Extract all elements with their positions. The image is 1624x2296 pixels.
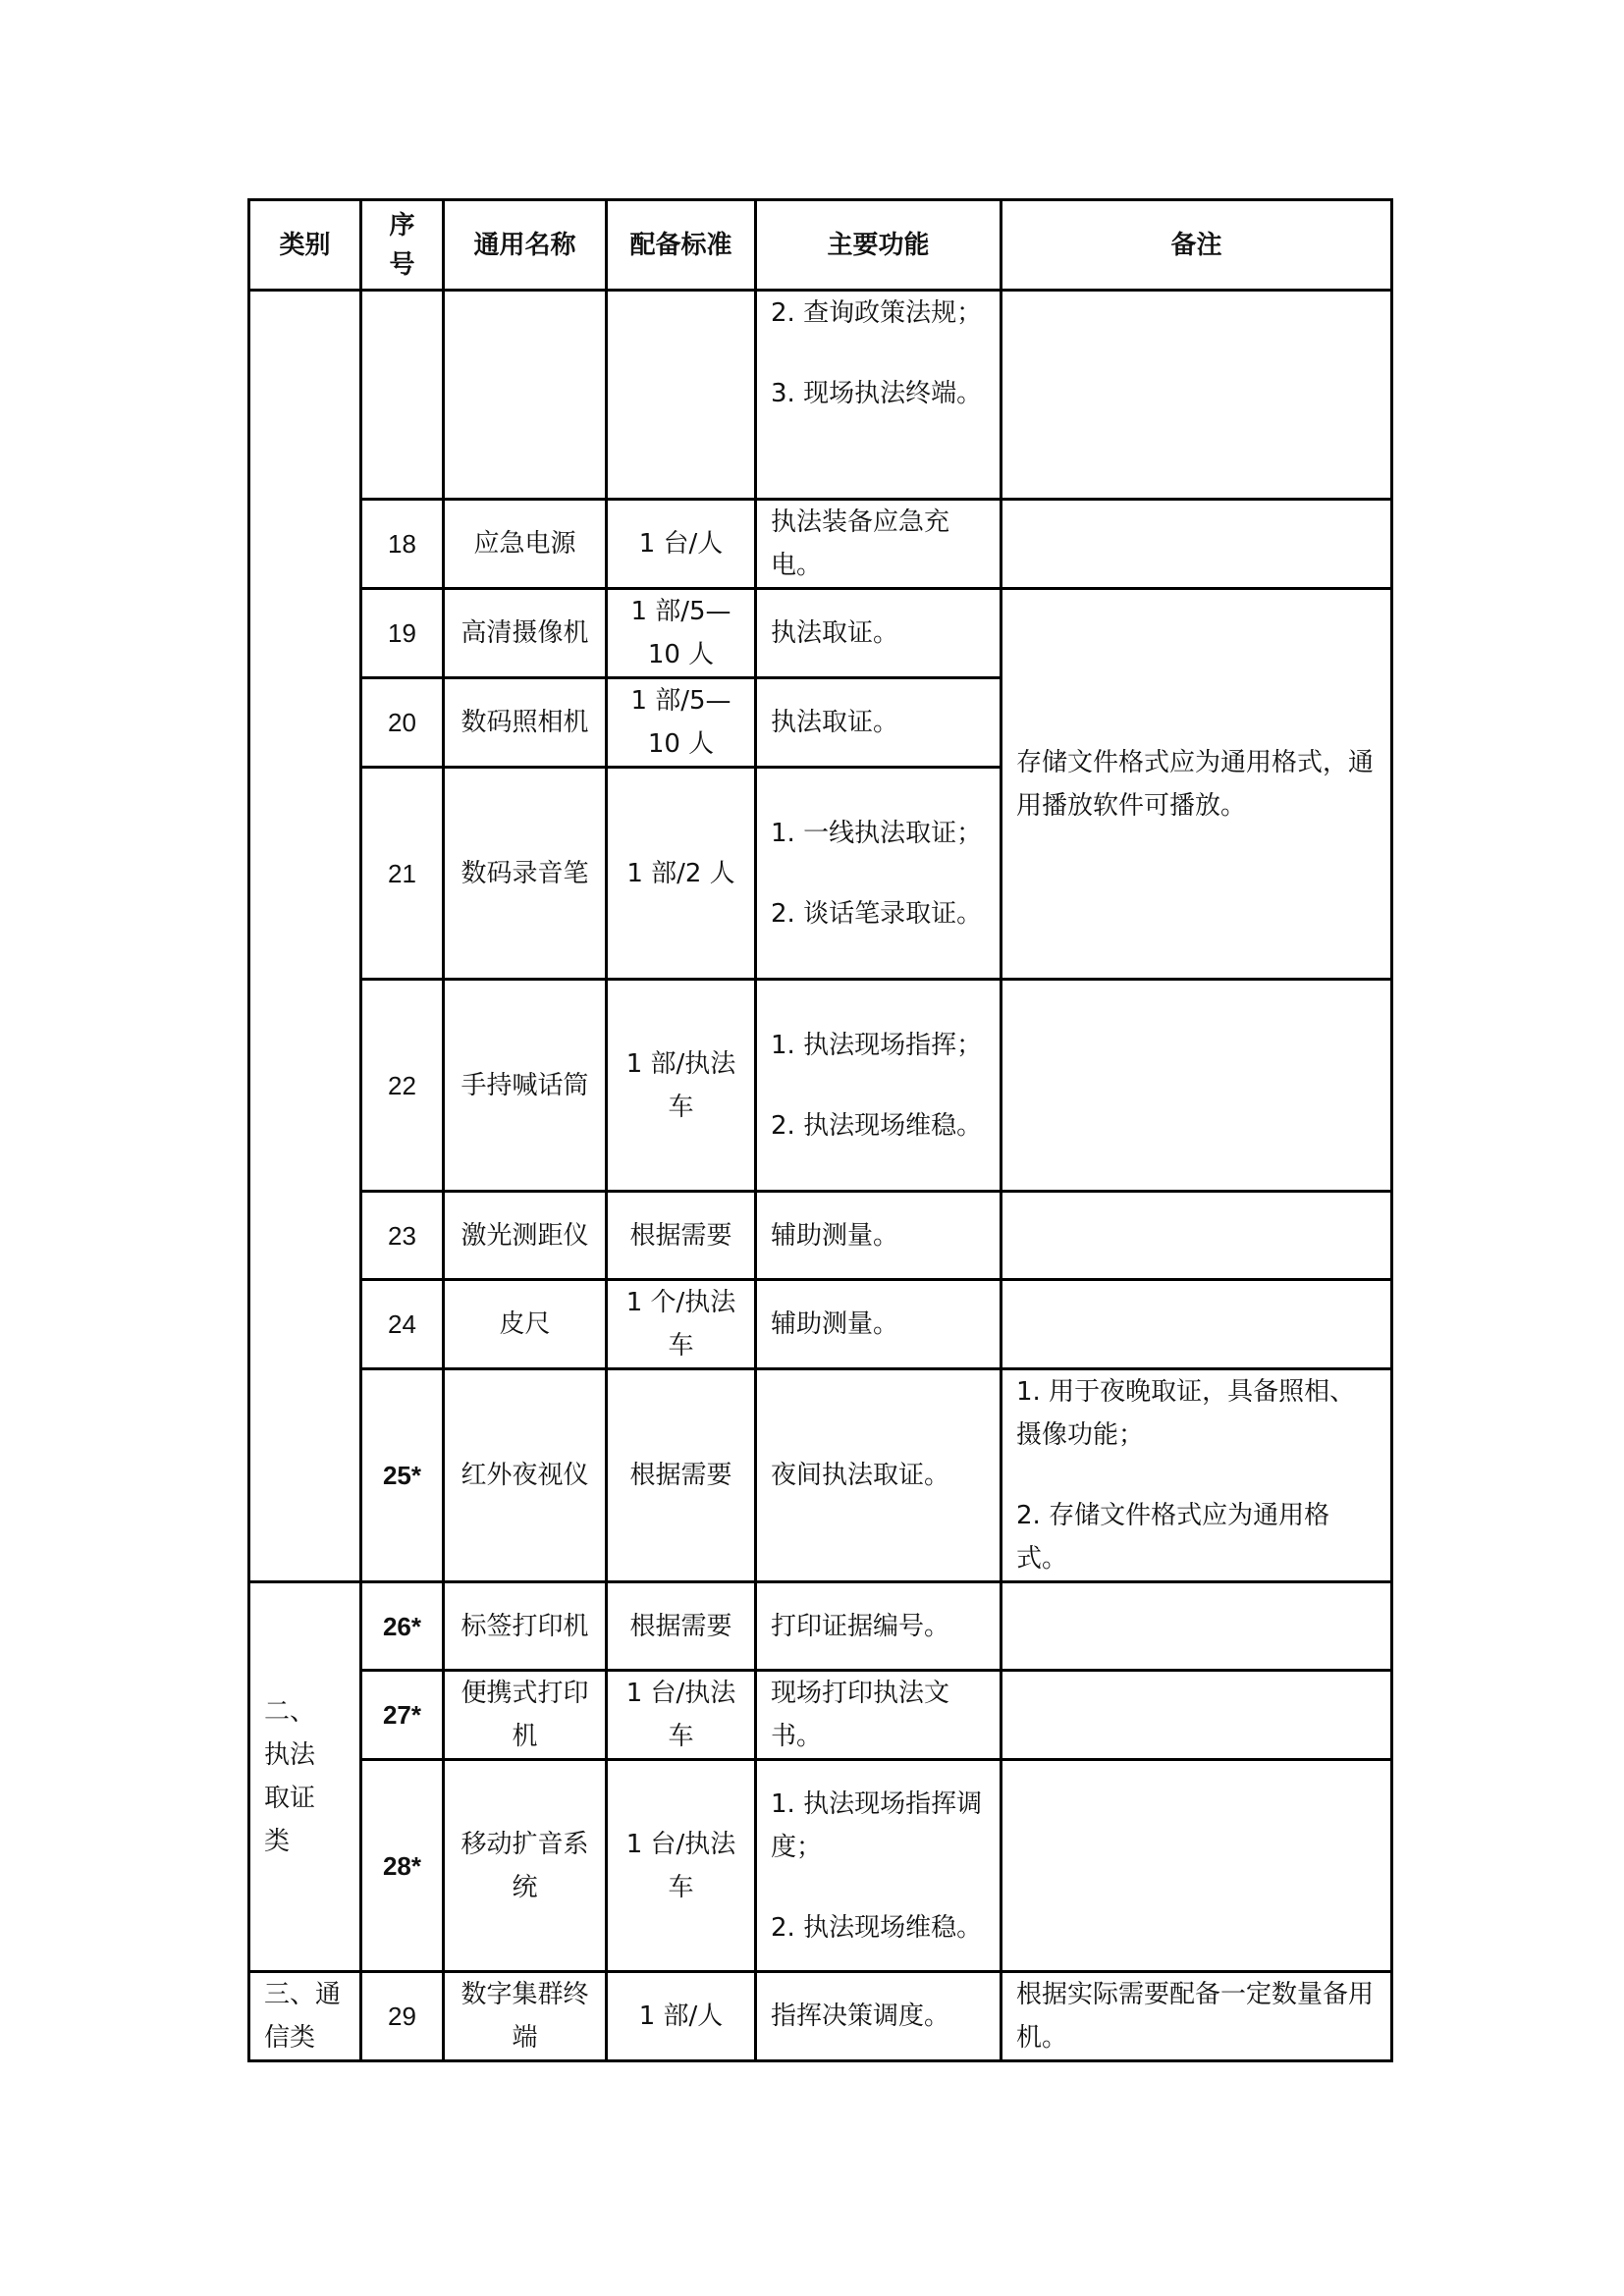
header-name: 通用名称	[444, 200, 607, 291]
name-cell: 高清摄像机	[444, 589, 607, 678]
function-cell: 指挥决策调度。	[756, 1972, 1001, 2061]
function-line: 1. 一线执法取证；	[771, 818, 983, 848]
remark-cell	[1001, 1192, 1392, 1280]
header-seq-label: 序号	[389, 210, 415, 280]
standard-cell	[607, 291, 756, 500]
seq-cell: 24	[361, 1280, 444, 1369]
name-cell	[444, 291, 607, 500]
standard-cell: 1 台/执法车	[607, 1671, 756, 1760]
name-cell: 数字集群终端	[444, 1972, 607, 2061]
table-row	[249, 589, 1392, 678]
table-row	[249, 1760, 1392, 1972]
category-line: 类	[264, 1827, 291, 1856]
standard-cell: 1 部/5—10 人	[607, 589, 756, 678]
seq-cell	[361, 291, 444, 500]
standard-cell: 1 台/执法车	[607, 1760, 756, 1972]
standard-cell: 1 部/5—10 人	[607, 678, 756, 768]
name-cell: 移动扩音系统	[444, 1760, 607, 1972]
header-seq	[361, 200, 444, 291]
name-cell: 手持喊话筒	[444, 980, 607, 1192]
table-row	[249, 500, 1392, 589]
function-cell: 辅助测量。	[756, 1280, 1001, 1369]
header-remark: 备注	[1001, 200, 1392, 291]
remark-line: 2. 存储文件格式应为通用格式。	[1016, 1501, 1330, 1574]
standard-cell: 根据需要	[607, 1369, 756, 1582]
function-cell: 执法取证。	[756, 589, 1001, 678]
remark-cell	[1001, 1582, 1392, 1671]
remark-line: 1. 用于夜晚取证，具备照相、摄像功能；	[1016, 1377, 1356, 1450]
name-cell: 数码照相机	[444, 678, 607, 768]
category-line: 二、	[264, 1697, 316, 1727]
remark-cell	[1001, 1280, 1392, 1369]
seq-cell: 23	[361, 1192, 444, 1280]
function-cell	[756, 980, 1001, 1192]
header-standard: 配备标准	[607, 200, 756, 291]
table-row	[249, 980, 1392, 1192]
category-cell-communication: 三、通信类	[249, 1972, 361, 2061]
table-row	[249, 1671, 1392, 1760]
table-row	[249, 1280, 1392, 1369]
function-line: 1. 执法现场指挥；	[771, 1030, 983, 1060]
seq-cell: 20	[361, 678, 444, 768]
category-cell-continued	[249, 291, 361, 1582]
table-row	[249, 1972, 1392, 2061]
seq-cell: 25*	[361, 1369, 444, 1582]
function-cell	[756, 1760, 1001, 1972]
name-cell: 红外夜视仪	[444, 1369, 607, 1582]
seq-cell: 26*	[361, 1582, 444, 1671]
standard-cell: 根据需要	[607, 1192, 756, 1280]
name-cell: 数码录音笔	[444, 768, 607, 980]
seq-cell: 22	[361, 980, 444, 1192]
category-cell-enforcement	[249, 1582, 361, 1972]
remark-cell	[1001, 291, 1392, 500]
category-line: 取证	[264, 1784, 316, 1813]
standard-cell: 根据需要	[607, 1582, 756, 1671]
function-cell: 现场打印执法文书。	[756, 1671, 1001, 1760]
remark-cell	[1001, 1760, 1392, 1972]
standard-cell: 1 部/人	[607, 1972, 756, 2061]
function-cell: 夜间执法取证。	[756, 1369, 1001, 1582]
function-cell: 执法取证。	[756, 678, 1001, 768]
table-row	[249, 1192, 1392, 1280]
name-cell: 激光测距仪	[444, 1192, 607, 1280]
seq-cell: 18	[361, 500, 444, 589]
table-row	[249, 291, 1392, 500]
function-line: 2. 谈话笔录取证。	[771, 898, 983, 929]
table-header-row	[249, 200, 1392, 291]
header-category: 类别	[249, 200, 361, 291]
equipment-table	[247, 198, 1393, 2062]
category-line: 执法	[264, 1740, 316, 1770]
function-line: 2. 执法现场维稳。	[771, 1912, 983, 1943]
remark-cell	[1001, 1369, 1392, 1582]
header-function: 主要功能	[756, 200, 1001, 291]
function-cell: 打印证据编号。	[756, 1582, 1001, 1671]
standard-cell: 1 部/执法车	[607, 980, 756, 1192]
function-cell	[756, 768, 1001, 980]
seq-cell: 28*	[361, 1760, 444, 1972]
function-cell: 执法装备应急充电。	[756, 500, 1001, 589]
remark-cell	[1001, 980, 1392, 1192]
seq-cell: 19	[361, 589, 444, 678]
remark-cell-merged: 存储文件格式应为通用格式，通用播放软件可播放。	[1001, 589, 1392, 980]
table-row	[249, 1582, 1392, 1671]
standard-cell: 1 个/执法车	[607, 1280, 756, 1369]
table-row	[249, 1369, 1392, 1582]
seq-cell: 27*	[361, 1671, 444, 1760]
name-cell: 标签打印机	[444, 1582, 607, 1671]
name-cell: 皮尺	[444, 1280, 607, 1369]
seq-cell: 29	[361, 1972, 444, 2061]
remark-cell	[1001, 1671, 1392, 1760]
function-cell	[756, 291, 1001, 500]
standard-cell: 1 部/2 人	[607, 768, 756, 980]
remark-cell	[1001, 500, 1392, 589]
standard-cell: 1 台/人	[607, 500, 756, 589]
remark-cell: 根据实际需要配备一定数量备用机。	[1001, 1972, 1392, 2061]
name-cell: 便携式打印机	[444, 1671, 607, 1760]
seq-cell: 21	[361, 768, 444, 980]
function-line: 3. 现场执法终端。	[771, 379, 983, 408]
function-line: 2. 查询政策法规；	[771, 298, 983, 328]
function-cell: 辅助测量。	[756, 1192, 1001, 1280]
function-line: 2. 执法现场维稳。	[771, 1110, 983, 1141]
name-cell: 应急电源	[444, 500, 607, 589]
function-line: 1. 执法现场指挥调度；	[771, 1789, 983, 1862]
